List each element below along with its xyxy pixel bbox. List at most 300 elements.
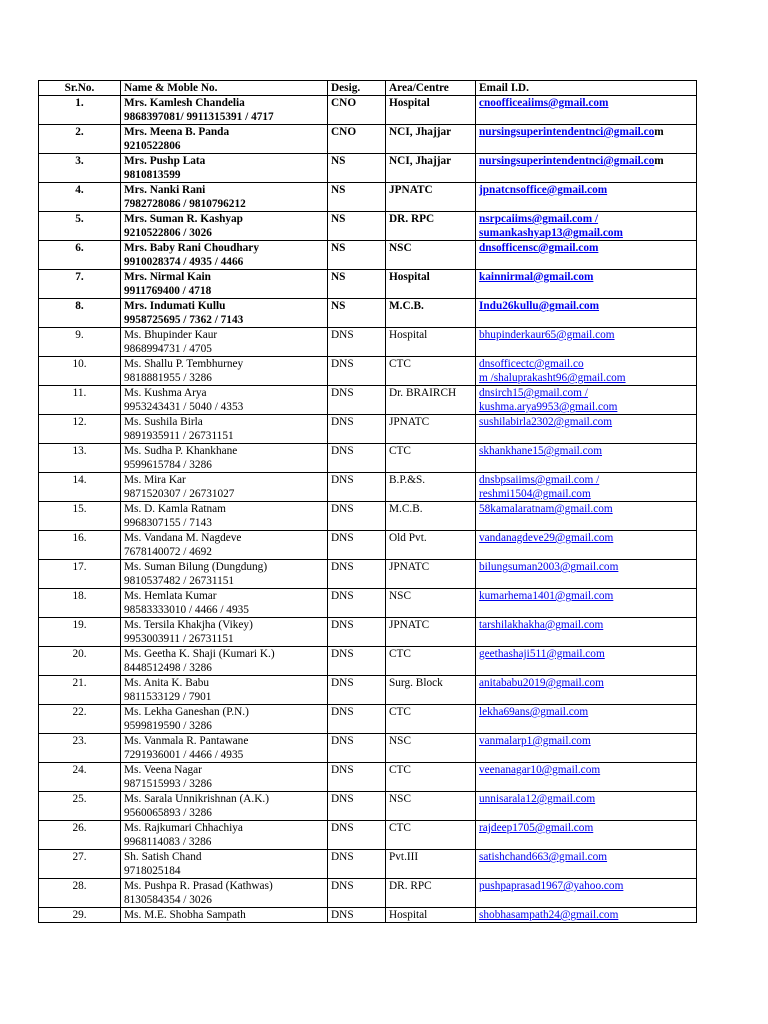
table-row <box>39 473 697 502</box>
email-cell <box>476 183 697 212</box>
email-link[interactable]: nursingsuperintendentnci@gmail.co <box>479 126 655 138</box>
serial-number: 10. <box>39 357 121 386</box>
designation: DNS <box>328 763 386 792</box>
email-cell <box>476 473 697 502</box>
person-name: Ms. Tersila Khakjha (Vikey) <box>124 619 253 631</box>
area-centre: M.C.B. <box>386 299 476 328</box>
mobile-number: 9871520307 / 26731027 <box>124 488 235 500</box>
area-centre: Hospital <box>386 908 476 923</box>
email-link-secondary[interactable]: reshmi1504@gmail.com <box>479 488 591 500</box>
designation: DNS <box>328 357 386 386</box>
email-line <box>479 183 693 197</box>
email-cell <box>476 908 697 923</box>
name-mobile-cell <box>121 154 328 183</box>
email-link[interactable]: skhankhane15@gmail.com <box>479 445 603 457</box>
email-cell <box>476 647 697 676</box>
serial-number: 11. <box>39 386 121 415</box>
person-name: Ms. M.E. Shobha Sampath <box>124 909 246 921</box>
name-mobile-cell <box>121 908 328 923</box>
name-mobile-cell <box>121 183 328 212</box>
email-cell <box>476 212 697 241</box>
email-cell <box>476 96 697 125</box>
email-tail: m <box>654 155 664 167</box>
designation: DNS <box>328 879 386 908</box>
email-line <box>479 763 693 777</box>
email-line <box>479 589 693 603</box>
serial-number: 21. <box>39 676 121 705</box>
mobile-number: 9891935911 / 26731151 <box>124 430 234 442</box>
person-name: Ms. Geetha K. Shaji (Kumari K.) <box>124 648 275 660</box>
table-row <box>39 154 697 183</box>
email-link[interactable]: jpnatcnsoffice@gmail.com <box>479 184 608 196</box>
serial-number: 14. <box>39 473 121 502</box>
email-link[interactable]: nsrpcaiims@gmail.com / <box>479 213 599 225</box>
area-centre: NSC <box>386 589 476 618</box>
email-link[interactable]: Indu26kullu@gmail.com <box>479 300 600 312</box>
table-row <box>39 676 697 705</box>
email-line <box>479 879 693 893</box>
email-link[interactable]: 58kamalaratnam@gmail.com <box>479 503 613 515</box>
person-name: Ms. Kushma Arya <box>124 387 207 399</box>
name-mobile-cell <box>121 212 328 241</box>
person-name: Ms. Anita K. Babu <box>124 677 210 689</box>
email-line <box>479 487 693 501</box>
designation: DNS <box>328 908 386 923</box>
serial-number: 25. <box>39 792 121 821</box>
area-centre: CTC <box>386 705 476 734</box>
serial-number: 24. <box>39 763 121 792</box>
email-line <box>479 371 693 385</box>
email-cell <box>476 763 697 792</box>
designation: DNS <box>328 618 386 647</box>
serial-number: 22. <box>39 705 121 734</box>
area-centre: Old Pvt. <box>386 531 476 560</box>
person-name: Ms. Pushpa R. Prasad (Kathwas) <box>124 880 273 892</box>
area-centre: Hospital <box>386 270 476 299</box>
mobile-number: 9599819590 / 3286 <box>124 720 212 732</box>
area-centre: JPNATC <box>386 560 476 589</box>
email-line <box>479 531 693 545</box>
name-mobile-cell <box>121 386 328 415</box>
serial-number: 3. <box>39 154 121 183</box>
table-row <box>39 705 697 734</box>
email-cell <box>476 241 697 270</box>
header-area-centre: Area/Centre <box>386 81 476 96</box>
table-row <box>39 299 697 328</box>
serial-number: 16. <box>39 531 121 560</box>
mobile-number: 9910028374 / 4935 / 4466 <box>124 256 244 268</box>
designation: DNS <box>328 502 386 531</box>
name-mobile-cell <box>121 502 328 531</box>
designation: NS <box>328 212 386 241</box>
person-name: Ms. Mira Kar <box>124 474 186 486</box>
email-link-secondary[interactable]: kushma.arya9953@gmail.com <box>479 401 618 413</box>
mobile-number: 9599615784 / 3286 <box>124 459 212 471</box>
email-cell <box>476 850 697 879</box>
name-mobile-cell <box>121 415 328 444</box>
email-cell <box>476 154 697 183</box>
email-link[interactable]: bhupinderkaur65@gmail.com <box>479 329 615 341</box>
person-name: Mrs. Kamlesh Chandelia <box>124 97 245 109</box>
email-link[interactable]: dnsofficectc@gmail.co <box>479 358 584 370</box>
name-mobile-cell <box>121 850 328 879</box>
email-cell <box>476 560 697 589</box>
designation: CNO <box>328 96 386 125</box>
mobile-number: 9560065893 / 3286 <box>124 807 212 819</box>
area-centre: Dr. BRAIRCH <box>386 386 476 415</box>
email-link-secondary[interactable]: sumankashyap13@gmail.com <box>479 227 623 239</box>
email-cell <box>476 531 697 560</box>
email-link[interactable]: kainnirmal@gmail.com <box>479 271 594 283</box>
designation: NS <box>328 241 386 270</box>
person-name: Ms. Hemlata Kumar <box>124 590 217 602</box>
email-link[interactable]: dnsofficensc@gmail.com <box>479 242 599 254</box>
mobile-number: 9811533129 / 7901 <box>124 691 212 703</box>
table-row <box>39 531 697 560</box>
designation: DNS <box>328 328 386 357</box>
designation: NS <box>328 183 386 212</box>
person-name: Mrs. Pushp Lata <box>124 155 206 167</box>
designation: DNS <box>328 560 386 589</box>
serial-number: 5. <box>39 212 121 241</box>
email-cell <box>476 299 697 328</box>
designation: DNS <box>328 792 386 821</box>
email-line <box>479 299 693 313</box>
table-row <box>39 647 697 676</box>
table-row <box>39 212 697 241</box>
area-centre: Pvt.III <box>386 850 476 879</box>
email-cell <box>476 589 697 618</box>
email-line <box>479 226 693 240</box>
name-mobile-cell <box>121 125 328 154</box>
area-centre: DR. RPC <box>386 212 476 241</box>
table-row <box>39 328 697 357</box>
table-row <box>39 618 697 647</box>
area-centre: CTC <box>386 821 476 850</box>
email-line <box>479 473 693 487</box>
email-line <box>479 734 693 748</box>
name-mobile-cell <box>121 676 328 705</box>
email-link[interactable]: satishchand663@gmail.com <box>479 851 608 863</box>
mobile-number: 9958725695 / 7362 / 7143 <box>124 314 244 326</box>
table-row <box>39 357 697 386</box>
email-link[interactable]: cnoofficeaiims@gmail.com <box>479 97 609 109</box>
mobile-number: 8130584354 / 3026 <box>124 894 212 906</box>
person-name: Ms. Suman Bilung (Dungdung) <box>124 561 268 573</box>
designation: NS <box>328 270 386 299</box>
email-line <box>479 241 693 255</box>
email-tail: m <box>654 126 664 138</box>
person-name: Ms. Veena Nagar <box>124 764 202 776</box>
person-name: Ms. Sudha P. Khankhane <box>124 445 238 457</box>
designation: DNS <box>328 531 386 560</box>
name-mobile-cell <box>121 444 328 473</box>
designation: DNS <box>328 415 386 444</box>
email-cell <box>476 502 697 531</box>
area-centre: JPNATC <box>386 415 476 444</box>
person-name: Mrs. Indumati Kullu <box>124 300 226 312</box>
serial-number: 2. <box>39 125 121 154</box>
email-line <box>479 444 693 458</box>
name-mobile-cell <box>121 589 328 618</box>
person-name: Ms. Vandana M. Nagdeve <box>124 532 242 544</box>
table-row <box>39 415 697 444</box>
email-cell <box>476 125 697 154</box>
serial-number: 15. <box>39 502 121 531</box>
person-name: Mrs. Suman R. Kashyap <box>124 213 243 225</box>
email-line <box>479 705 693 719</box>
table-row <box>39 270 697 299</box>
email-cell <box>476 705 697 734</box>
area-centre: Hospital <box>386 328 476 357</box>
area-centre: JPNATC <box>386 183 476 212</box>
name-mobile-cell <box>121 792 328 821</box>
email-line <box>479 502 693 516</box>
email-link[interactable]: dnsirch15@gmail.com / <box>479 387 588 399</box>
name-mobile-cell <box>121 560 328 589</box>
name-mobile-cell <box>121 357 328 386</box>
email-cell <box>476 270 697 299</box>
mobile-number: 98583333010 / 4466 / 4935 <box>124 604 249 616</box>
designation: NS <box>328 299 386 328</box>
name-mobile-cell <box>121 763 328 792</box>
area-centre: NSC <box>386 734 476 763</box>
designation: DNS <box>328 647 386 676</box>
serial-number: 4. <box>39 183 121 212</box>
mobile-number: 9911769400 / 4718 <box>124 285 212 297</box>
email-line <box>479 676 693 690</box>
serial-number: 26. <box>39 821 121 850</box>
name-mobile-cell <box>121 328 328 357</box>
table-row <box>39 241 697 270</box>
area-centre: NCI, Jhajjar <box>386 154 476 183</box>
area-centre: B.P.&S. <box>386 473 476 502</box>
serial-number: 23. <box>39 734 121 763</box>
email-cell <box>476 618 697 647</box>
name-mobile-cell <box>121 96 328 125</box>
email-line <box>479 792 693 806</box>
email-link[interactable]: shobhasampath24@gmail.com <box>479 909 619 921</box>
mobile-number: 9868994731 / 4705 <box>124 343 212 355</box>
header-designation: Desig. <box>328 81 386 96</box>
table-row <box>39 502 697 531</box>
person-name: Mrs. Nanki Rani <box>124 184 206 196</box>
person-name: Ms. D. Kamla Ratnam <box>124 503 226 515</box>
email-link[interactable]: rajdeep1705@gmail.com <box>479 822 594 834</box>
email-link[interactable]: sushilabirla2302@gmail.com <box>479 416 613 428</box>
email-line <box>479 357 693 371</box>
header-name-mobile: Name & Moble No. <box>121 81 328 96</box>
person-name: Sh. Satish Chand <box>124 851 202 863</box>
email-link[interactable]: lekha69ans@gmail.com <box>479 706 589 718</box>
email-line <box>479 125 693 139</box>
header-email: Email I.D. <box>476 81 697 96</box>
email-line <box>479 96 693 110</box>
person-name: Ms. Sarala Unnikrishnan (A.K.) <box>124 793 269 805</box>
person-name: Ms. Vanmala R. Pantawane <box>124 735 249 747</box>
mobile-number: 9953243431 / 5040 / 4353 <box>124 401 244 413</box>
email-link[interactable]: vandanagdeve29@gmail.com <box>479 532 614 544</box>
area-centre: CTC <box>386 444 476 473</box>
table-body <box>39 96 697 923</box>
email-link-secondary[interactable]: m /shaluprakasht96@gmail.com <box>479 372 626 384</box>
email-line <box>479 328 693 342</box>
email-line <box>479 908 693 922</box>
email-link[interactable]: kumarhema1401@gmail.com <box>479 590 614 602</box>
serial-number: 9. <box>39 328 121 357</box>
person-name: Mrs. Baby Rani Choudhary <box>124 242 259 254</box>
email-cell <box>476 357 697 386</box>
email-line <box>479 212 693 226</box>
table-row <box>39 386 697 415</box>
email-link[interactable]: geethashaji511@gmail.com <box>479 648 605 660</box>
email-cell <box>476 444 697 473</box>
email-cell <box>476 415 697 444</box>
table-row <box>39 763 697 792</box>
email-link[interactable]: unnisarala12@gmail.com <box>479 793 596 805</box>
email-link[interactable]: dnsbpsaiims@gmail.com / <box>479 474 600 486</box>
person-name: Mrs. Nirmal Kain <box>124 271 211 283</box>
serial-number: 7. <box>39 270 121 299</box>
mobile-number: 9810537482 / 26731151 <box>124 575 235 587</box>
table-row <box>39 125 697 154</box>
email-cell <box>476 821 697 850</box>
person-name: Ms. Bhupinder Kaur <box>124 329 218 341</box>
serial-number: 20. <box>39 647 121 676</box>
mobile-number: 9818881955 / 3286 <box>124 372 212 384</box>
email-link[interactable]: nursingsuperintendentnci@gmail.co <box>479 155 655 167</box>
table-row <box>39 879 697 908</box>
name-mobile-cell <box>121 299 328 328</box>
person-name: Ms. Rajkumari Chhachiya <box>124 822 243 834</box>
mobile-number: 9953003911 / 26731151 <box>124 633 234 645</box>
serial-number: 1. <box>39 96 121 125</box>
email-line <box>479 560 693 574</box>
serial-number: 13. <box>39 444 121 473</box>
name-mobile-cell <box>121 473 328 502</box>
mobile-number: 9968114083 / 3286 <box>124 836 212 848</box>
area-centre: DR. RPC <box>386 879 476 908</box>
name-mobile-cell <box>121 734 328 763</box>
person-name: Ms. Lekha Ganeshan (P.N.) <box>124 706 249 718</box>
table-row <box>39 792 697 821</box>
area-centre: CTC <box>386 763 476 792</box>
name-mobile-cell <box>121 647 328 676</box>
person-name: Ms. Sushila Birla <box>124 416 203 428</box>
serial-number: 18. <box>39 589 121 618</box>
email-cell <box>476 386 697 415</box>
table-row <box>39 589 697 618</box>
area-centre: NSC <box>386 792 476 821</box>
person-name: Ms. Shallu P. Tembhurney <box>124 358 244 370</box>
table-header-row <box>39 81 697 96</box>
email-line <box>479 270 693 284</box>
email-line <box>479 386 693 400</box>
serial-number: 12. <box>39 415 121 444</box>
serial-number: 19. <box>39 618 121 647</box>
name-mobile-cell <box>121 531 328 560</box>
table-row <box>39 96 697 125</box>
designation: DNS <box>328 821 386 850</box>
name-mobile-cell <box>121 618 328 647</box>
area-centre: JPNATC <box>386 618 476 647</box>
serial-number: 8. <box>39 299 121 328</box>
email-line <box>479 850 693 864</box>
staff-contact-table <box>38 80 697 923</box>
serial-number: 29. <box>39 908 121 923</box>
mobile-number: 9968307155 / 7143 <box>124 517 212 529</box>
email-line <box>479 821 693 835</box>
mobile-number: 9718025184 <box>124 865 181 877</box>
email-link[interactable]: tarshilakhakha@gmail.com <box>479 619 604 631</box>
designation: DNS <box>328 734 386 763</box>
email-line <box>479 154 693 168</box>
designation: DNS <box>328 386 386 415</box>
table-row <box>39 821 697 850</box>
serial-number: 27. <box>39 850 121 879</box>
email-cell <box>476 328 697 357</box>
email-link[interactable]: veenanagar10@gmail.com <box>479 764 601 776</box>
mobile-number: 7982728086 / 9810796212 <box>124 198 246 210</box>
email-line <box>479 415 693 429</box>
table-row <box>39 850 697 879</box>
mobile-number: 9810813599 <box>124 169 181 181</box>
serial-number: 6. <box>39 241 121 270</box>
email-link[interactable]: bilungsuman2003@gmail.com <box>479 561 619 573</box>
email-link[interactable]: anitababu2019@gmail.com <box>479 677 604 689</box>
area-centre: M.C.B. <box>386 502 476 531</box>
email-line <box>479 400 693 414</box>
designation: NS <box>328 154 386 183</box>
area-centre: CTC <box>386 357 476 386</box>
email-cell <box>476 676 697 705</box>
person-name: Mrs. Meena B. Panda <box>124 126 230 138</box>
mobile-number: 9210522806 <box>124 140 181 152</box>
serial-number: 28. <box>39 879 121 908</box>
serial-number: 17. <box>39 560 121 589</box>
email-line <box>479 618 693 632</box>
table-row <box>39 734 697 763</box>
email-link[interactable]: vanmalarp1@gmail.com <box>479 735 591 747</box>
name-mobile-cell <box>121 270 328 299</box>
mobile-number: 9210522806 / 3026 <box>124 227 212 239</box>
mobile-number: 9871515993 / 3286 <box>124 778 212 790</box>
designation: DNS <box>328 705 386 734</box>
mobile-number: 7678140072 / 4692 <box>124 546 212 558</box>
name-mobile-cell <box>121 241 328 270</box>
area-centre: NSC <box>386 241 476 270</box>
designation: DNS <box>328 589 386 618</box>
area-centre: CTC <box>386 647 476 676</box>
mobile-number: 8448512498 / 3286 <box>124 662 212 674</box>
area-centre: Surg. Block <box>386 676 476 705</box>
table-row <box>39 560 697 589</box>
header-sr-no: Sr.No. <box>39 81 121 96</box>
area-centre: Hospital <box>386 96 476 125</box>
name-mobile-cell <box>121 821 328 850</box>
email-cell <box>476 792 697 821</box>
designation: CNO <box>328 125 386 154</box>
area-centre: NCI, Jhajjar <box>386 125 476 154</box>
email-cell <box>476 734 697 763</box>
email-cell <box>476 879 697 908</box>
designation: DNS <box>328 850 386 879</box>
email-link[interactable]: pushpaprasad1967@yahoo.com <box>479 880 624 892</box>
mobile-number: 7291936001 / 4466 / 4935 <box>124 749 244 761</box>
table-row <box>39 444 697 473</box>
email-line <box>479 647 693 661</box>
designation: DNS <box>328 473 386 502</box>
